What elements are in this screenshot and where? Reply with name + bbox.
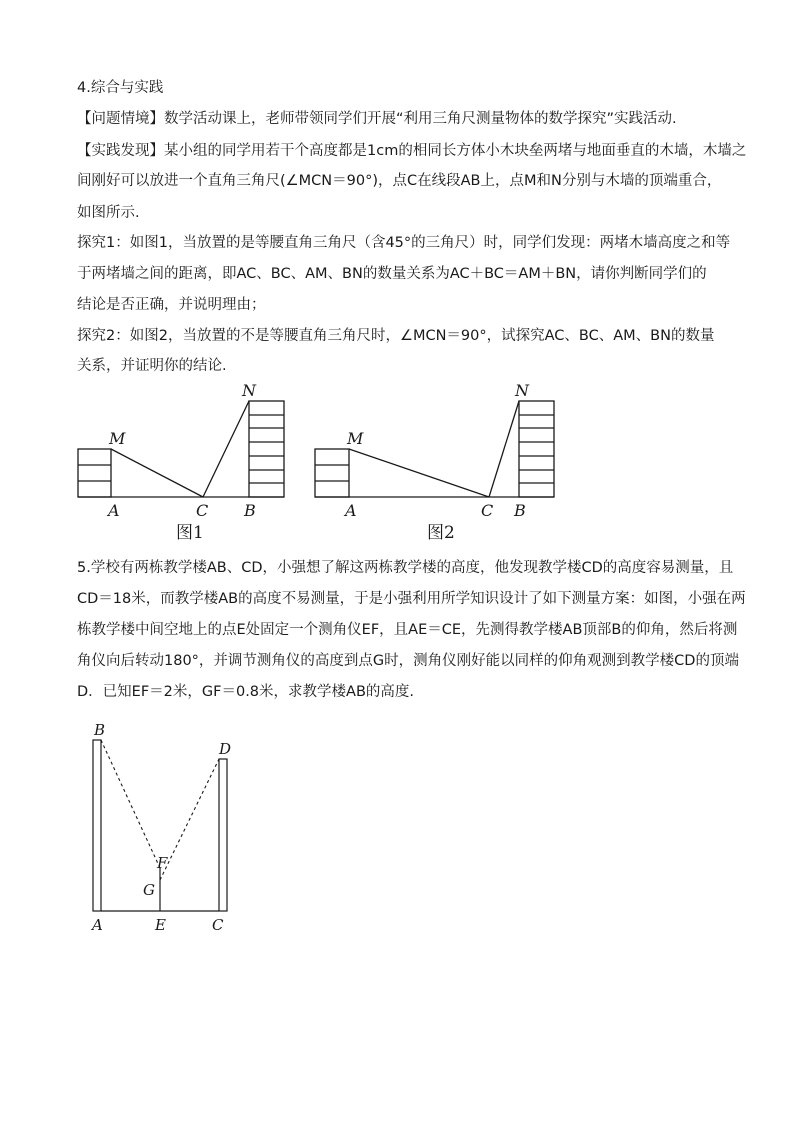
q5-line2: CD＝18米，而教学楼AB的高度不易测量，于是小强利用所学知识设计了如下测量方案：如图，小强在两 bbox=[77, 591, 746, 607]
figure-1-caption: 图1 bbox=[176, 523, 204, 543]
label-N: N bbox=[515, 381, 529, 400]
label-N: N bbox=[242, 381, 256, 400]
q4-practice-line3: 如图所示. bbox=[77, 205, 140, 221]
left-wall bbox=[315, 449, 349, 497]
q4-practice-line2: 间刚好可以放进一个直角三角尺(∠MCN＝90°)，点C在线段AB上，点M和N分别与木墙的顶端重合， bbox=[77, 173, 722, 189]
sightline-GD bbox=[160, 759, 219, 880]
label-F: F bbox=[157, 854, 168, 872]
figure-1 bbox=[70, 380, 300, 550]
q4-explore2-line2: 关系，并证明你的结论. bbox=[77, 358, 227, 374]
label-G: G bbox=[143, 881, 155, 899]
q4-title: 4.综合与实践 bbox=[77, 80, 164, 96]
building-CD bbox=[219, 759, 227, 911]
side-MC bbox=[111, 449, 203, 497]
q4-practice-line1: 【实践发现】某小组的同学用若干个高度都是1cm的相同长方体小木块垒两堵与地面垂直的木墙，木墙之 bbox=[77, 143, 747, 159]
q4-explore1-line2: 于两堵墙之间的距离，即AC、BC、AM、BN的数量关系为AC＋BC＝AM＋BN，请你判断同学们的 bbox=[77, 266, 707, 282]
q5-line1: 5.学校有两栋教学楼AB、CD，小强想了解这两栋教学楼的高度，他发现教学楼CD的高度容易测量，且 bbox=[77, 560, 734, 576]
label-C: C bbox=[196, 501, 209, 520]
label-B: B bbox=[514, 501, 526, 520]
label-B: B bbox=[244, 501, 256, 520]
label-A: A bbox=[108, 501, 120, 520]
label-M: M bbox=[109, 429, 126, 448]
label-A: A bbox=[345, 501, 357, 520]
left-wall bbox=[78, 449, 111, 497]
side-CN bbox=[489, 401, 519, 497]
q4-context: 【问题情境】数学活动课上，老师带领同学们开展“利用三角尺测量物体的数学探究”实践活动. bbox=[77, 111, 677, 127]
label-M: M bbox=[347, 429, 364, 448]
label-E: E bbox=[155, 916, 166, 934]
figure-q5 bbox=[85, 718, 245, 938]
figure-2-caption: 图2 bbox=[427, 523, 455, 543]
label-C: C bbox=[481, 501, 494, 520]
q4-explore2-line1: 探究2：如图2，当放置的不是等腰直角三角尺时，∠MCN＝90°，试探究AC、BC、AM、BN的数量 bbox=[77, 328, 715, 344]
side-CN bbox=[203, 401, 249, 497]
sightline-FB bbox=[101, 740, 160, 868]
label-C: C bbox=[212, 916, 224, 934]
figure-2 bbox=[307, 380, 567, 550]
label-A: A bbox=[92, 916, 103, 934]
label-B: B bbox=[94, 721, 106, 739]
q5-line4: 角仪向后转动180°，并调节测角仪的高度到点G时，测角仪刚好能以同样的仰角观测到教学楼CD的顶端 bbox=[77, 653, 739, 669]
side-MC bbox=[349, 449, 489, 497]
building-AB bbox=[93, 740, 101, 911]
q4-explore1-line1: 探究1：如图1，当放置的是等腰直角三角尺（含45°的三角尺）时，同学们发现：两堵木墙高度之和等 bbox=[77, 235, 731, 251]
label-D: D bbox=[219, 740, 232, 758]
q5-line3: 栋教学楼中间空地上的点E处固定一个测角仪EF，且AE＝CE，先测得教学楼AB顶部B的仰角，然后将测 bbox=[77, 622, 738, 638]
q4-explore1-line3: 结论是否正确，并说明理由； bbox=[77, 297, 266, 313]
q5-line5: D．已知EF＝2米，GF＝0.8米，求教学楼AB的高度. bbox=[77, 684, 415, 700]
